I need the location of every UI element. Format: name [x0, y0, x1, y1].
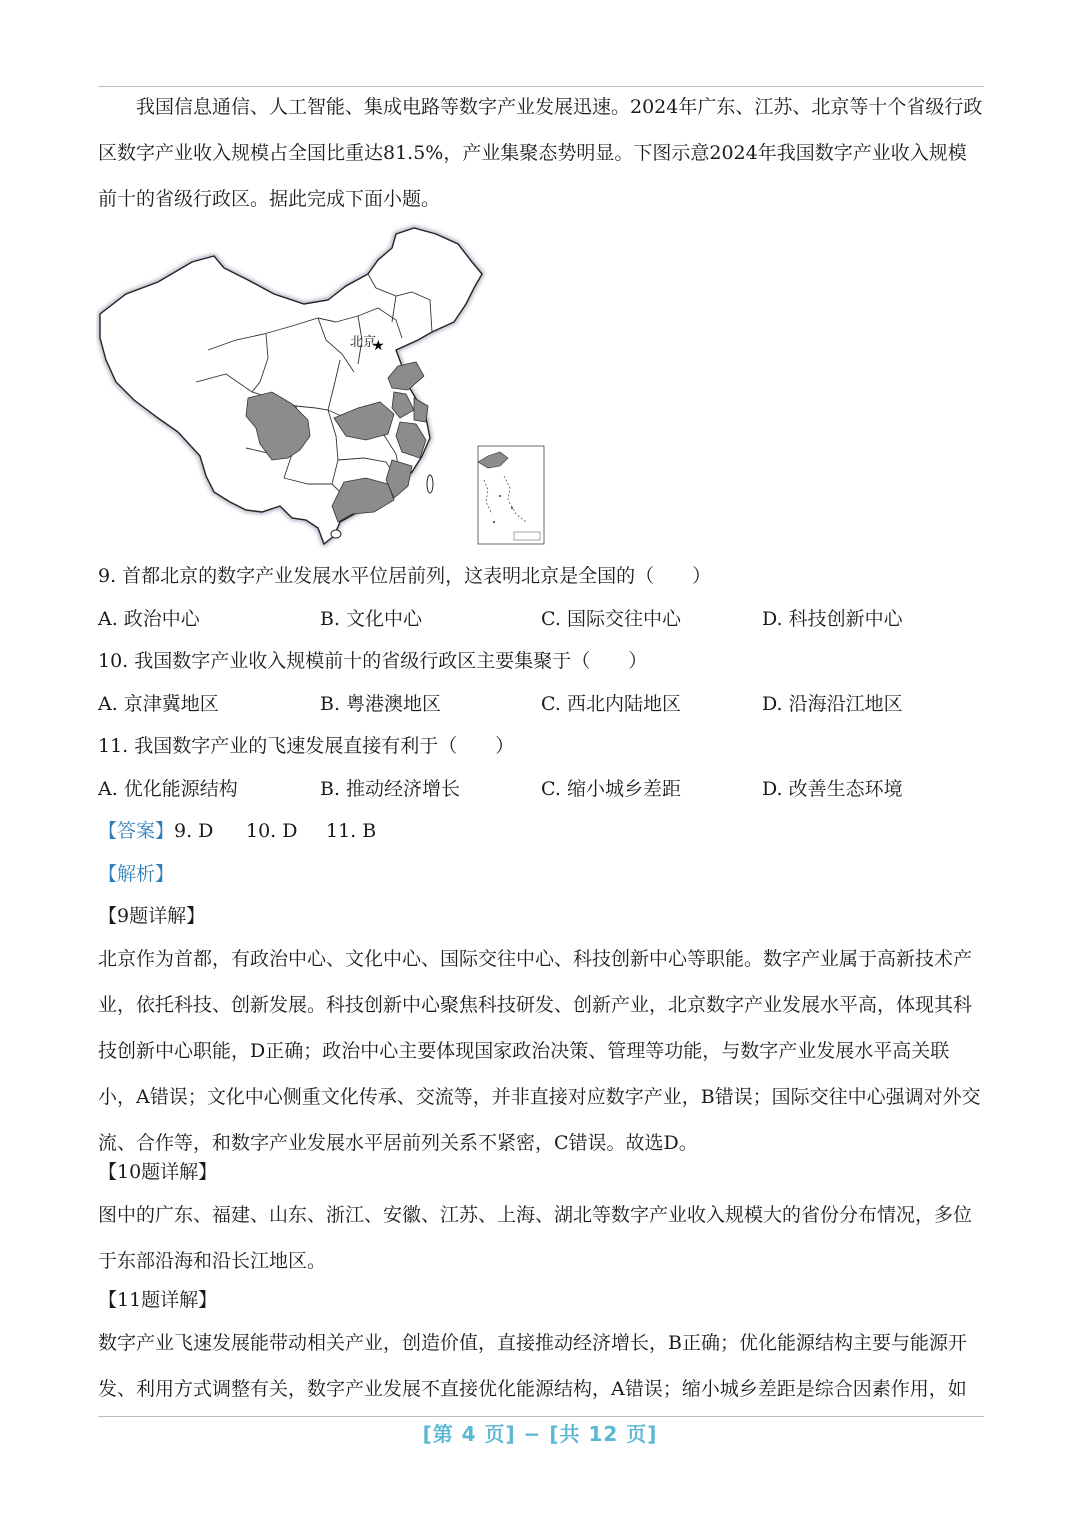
question-11-option-b: B. 推动经济增长: [320, 778, 461, 800]
question-9-stem: 9. 首都北京的数字产业发展水平位居前列，这表明北京是全国的（ ）: [98, 565, 712, 587]
answer-label: 【答案】: [98, 820, 175, 842]
question-9-option-c: C. 国际交往中心: [541, 608, 681, 630]
question-9-option-d: D. 科技创新中心: [762, 608, 903, 630]
question-9-option-b: B. 文化中心: [320, 608, 423, 630]
bottom-rule: [98, 1416, 984, 1417]
detail-11-text: 数字产业飞速发展能带动相关产业，创造价值，直接推动经济增长，B正确；优化能源结构主要与能源开发、利用方式调整有关，数字产业发展不直接优化能源结构，A错误；缩小城乡差距是综合因素作用，如: [98, 1332, 967, 1400]
question-9-option-a: A. 政治中心: [98, 608, 200, 630]
question-10-option-b: B. 粤港澳地区: [320, 693, 442, 715]
answer-item-9: 9. D: [174, 820, 214, 842]
question-11-option-d: D. 改善生态环境: [762, 778, 903, 800]
answer-item-10: 10. D: [246, 820, 298, 842]
question-10-option-d: D. 沿海沿江地区: [762, 693, 903, 715]
page-footer: [0, 1418, 1080, 1447]
answer-item-11: 11. B: [326, 820, 377, 842]
intro-paragraph: 我国信息通信、人工智能、集成电路等数字产业发展迅速。2024年广东、江苏、北京等十个省级行政区数字产业收入规模占全国比重达81.5%，产业集聚态势明显。下图示意2024年我国数字产业收入规模前十的省级行政区。据此完成下面小题。: [98, 96, 983, 210]
page-number: [第 4 页] − [共 12 页]: [422, 1422, 658, 1446]
question-10-option-c: C. 西北内陆地区: [541, 693, 681, 715]
south-china-sea-inset: [478, 446, 544, 544]
question-11-option-a: A. 优化能源结构: [98, 778, 238, 800]
detail-9-heading: 【9题详解】: [98, 905, 206, 927]
question-10-option-a: A. 京津冀地区: [98, 693, 219, 715]
question-11-stem: 11. 我国数字产业的飞速发展直接有利于（ ）: [98, 735, 515, 757]
china-map: [96, 222, 548, 548]
question-10-stem: 10. 我国数字产业收入规模前十的省级行政区主要集聚于（ ）: [98, 650, 648, 672]
detail-10-text: 图中的广东、福建、山东、浙江、安徽、江苏、上海、湖北等数字产业收入规模大的省份分布情况，多位于东部沿海和沿长江地区。: [98, 1204, 973, 1272]
question-11-option-c: C. 缩小城乡差距: [541, 778, 681, 800]
beijing-star-icon: ★: [372, 338, 385, 354]
detail-11-heading: 【11题详解】: [98, 1289, 218, 1311]
analysis-label: 【解析】: [98, 863, 175, 885]
beijing-label: 北京: [350, 335, 377, 350]
detail-9-text: 北京作为首都，有政治中心、文化中心、国际交往中心、科技创新中心等职能。数字产业属于高新技术产业，依托科技、创新发展。科技创新中心聚焦科技研发、创新产业，北京数字产业发展水平高，体现其科技创新中心职能，D正确；政治中心主要体现国家政治决策、管理等功能，与数字产业发展水平高关联小，A错误；文化中心侧重文化传承、交流等，并非直接对应数字产业，B错误；国际交往中心强调对外交流、合作等，和数字产业发展水平居前列关系不紧密，C错误。故选D。: [98, 948, 981, 1154]
detail-10-heading: 【10题详解】: [98, 1161, 218, 1183]
